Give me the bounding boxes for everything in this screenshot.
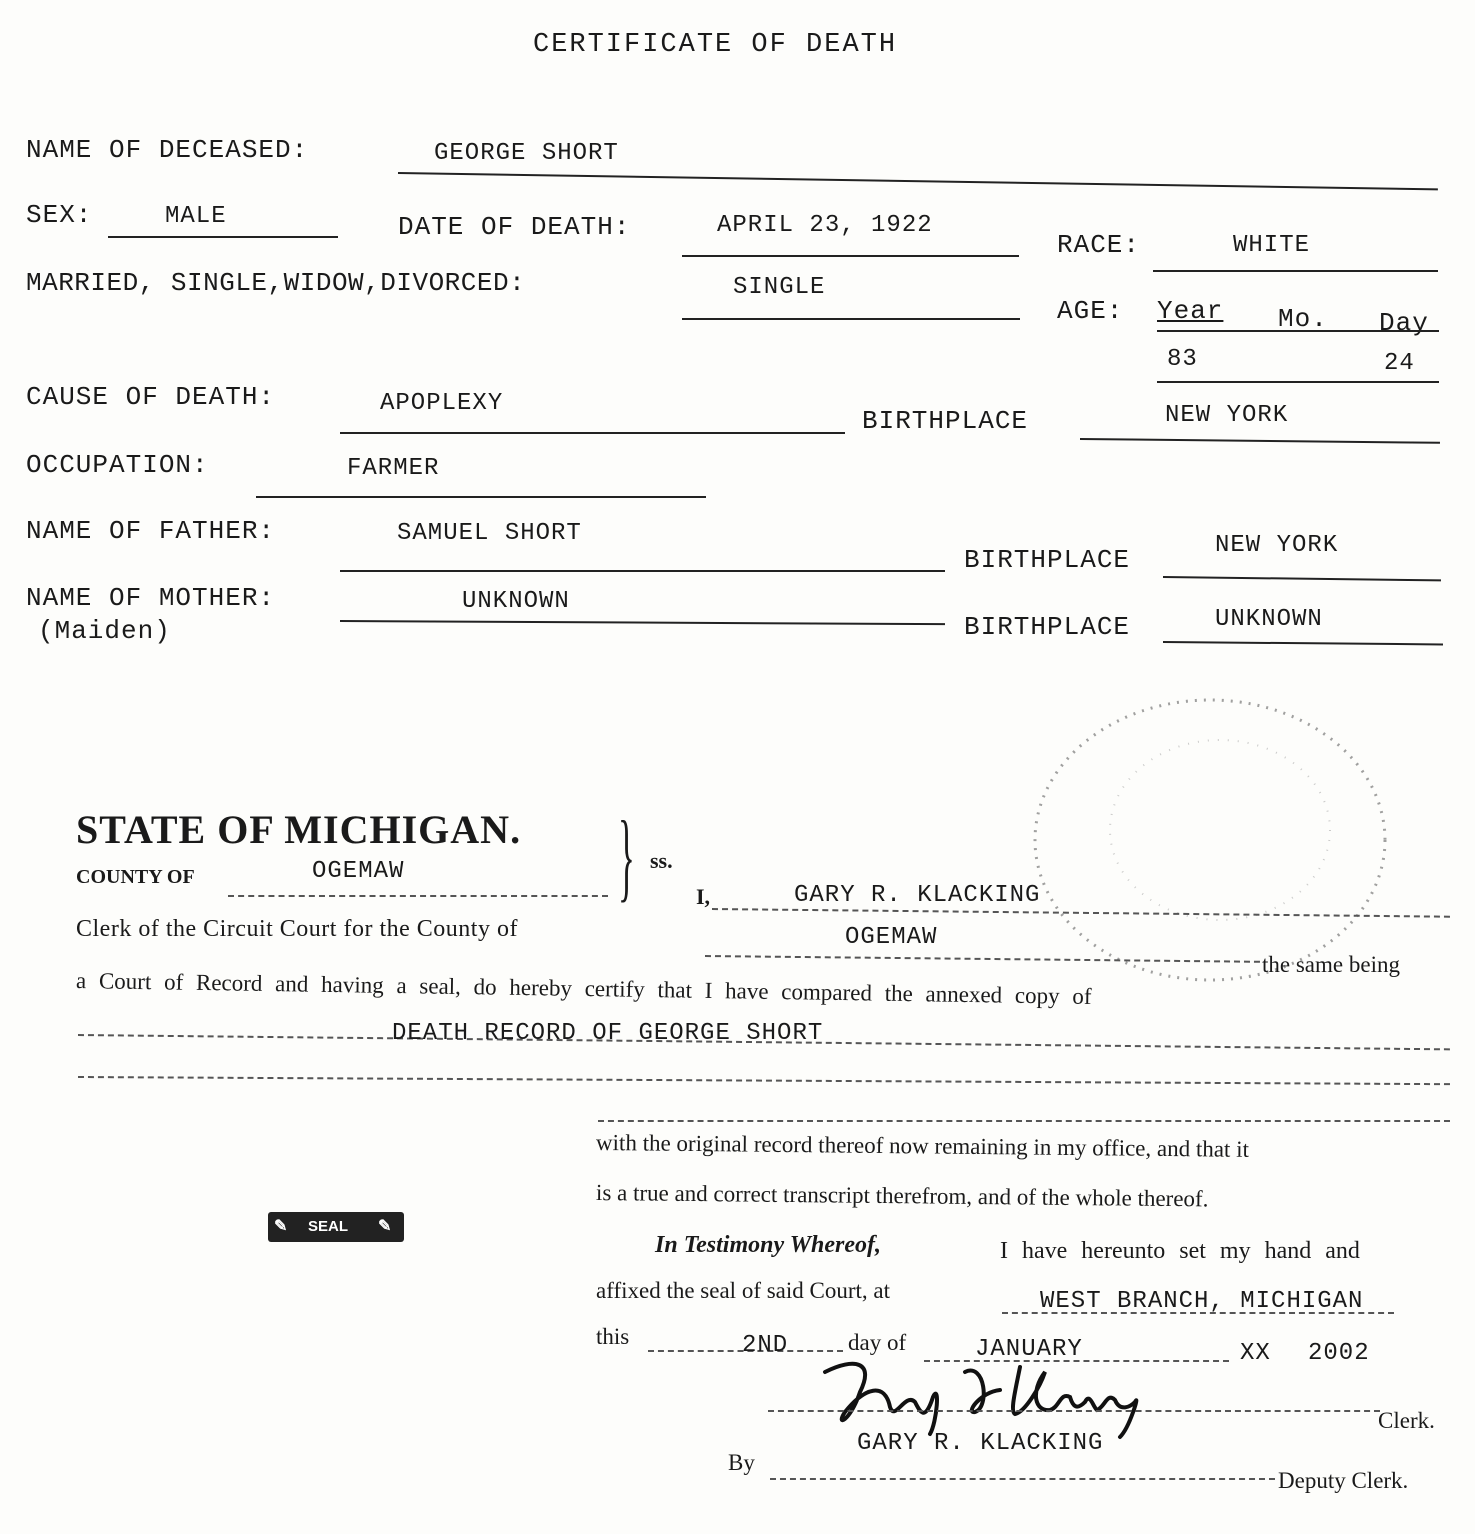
county-value: OGEMAW bbox=[312, 858, 405, 885]
this-label: this bbox=[596, 1324, 630, 1349]
court-record-text: a Court of Record and having a seal, do hereby certify that I have compared the annexed copy of bbox=[75, 968, 1092, 1009]
state-heading: STATE OF MICHIGAN. bbox=[76, 807, 522, 852]
sex-label: SEX: bbox=[26, 200, 93, 230]
sex-rule bbox=[108, 236, 338, 238]
mother-birthplace-value: UNKNOWN bbox=[1215, 606, 1323, 633]
name-value: GEORGE SHORT bbox=[434, 140, 619, 167]
mother-value: UNKNOWN bbox=[462, 588, 570, 615]
testimony-rest: I have hereunto set my hand and bbox=[1000, 1238, 1360, 1264]
age-label: AGE: bbox=[1057, 296, 1124, 326]
date-of-death-value: APRIL 23, 1922 bbox=[717, 212, 933, 239]
year-prefix: XX bbox=[1240, 1340, 1271, 1367]
day-value: 2ND bbox=[742, 1332, 789, 1359]
mother-birthplace-label: BIRTHPLACE bbox=[964, 612, 1131, 642]
clerk-county-value: OGEMAW bbox=[845, 924, 938, 951]
record-value: DEATH RECORD OF GEORGE SHORT bbox=[392, 1020, 824, 1047]
month-value: JANUARY bbox=[975, 1336, 1083, 1363]
ss-label: ss. bbox=[650, 848, 673, 873]
marital-status-value: SINGLE bbox=[733, 274, 826, 301]
mother-rule bbox=[340, 620, 945, 625]
testimony-lead: In Testimony Whereof, bbox=[655, 1232, 882, 1258]
age-header-rule bbox=[1157, 330, 1439, 332]
seal-left-icon: ✎ bbox=[274, 1218, 288, 1235]
age-day-label: Day bbox=[1379, 308, 1429, 338]
clerk-label: Clerk. bbox=[1378, 1408, 1435, 1433]
county-dash bbox=[228, 895, 608, 897]
age-day-value: 24 bbox=[1384, 350, 1415, 377]
birthplace-label: BIRTHPLACE bbox=[862, 406, 1029, 436]
clerk-signature-dash bbox=[768, 1410, 1380, 1412]
occupation-rule bbox=[256, 496, 706, 498]
deputy-dash bbox=[770, 1478, 1275, 1480]
father-rule bbox=[340, 570, 945, 572]
brace-icon: } bbox=[618, 800, 635, 911]
record-dash-2 bbox=[78, 1076, 1450, 1085]
seal-badge bbox=[268, 1212, 404, 1242]
name-label: NAME OF DECEASED: bbox=[26, 135, 309, 165]
seal-right-icon: ✎ bbox=[378, 1218, 392, 1235]
age-value-rule bbox=[1157, 381, 1439, 383]
occupation-label: OCCUPATION: bbox=[26, 450, 209, 480]
birthplace-value: NEW YORK bbox=[1165, 402, 1289, 429]
handwritten-signature bbox=[815, 1352, 1155, 1442]
location-dash bbox=[1002, 1312, 1394, 1314]
clerk-line-text: Clerk of the Circuit Court for the County of bbox=[76, 916, 518, 942]
father-birthplace-value: NEW YORK bbox=[1215, 532, 1339, 559]
date-of-death-label: DATE OF DEATH: bbox=[398, 212, 631, 242]
document-title: CERTIFICATE OF DEATH bbox=[533, 30, 898, 60]
year-value: 2002 bbox=[1308, 1340, 1370, 1367]
father-birthplace-rule bbox=[1163, 576, 1441, 581]
race-label: RACE: bbox=[1057, 230, 1141, 260]
mother-maiden-label: (Maiden) bbox=[38, 616, 171, 646]
location-value: WEST BRANCH, MICHIGAN bbox=[1040, 1288, 1364, 1315]
cause-rule bbox=[340, 432, 845, 434]
clerk-name-value: GARY R. KLACKING bbox=[794, 882, 1041, 909]
mother-label: NAME OF MOTHER: bbox=[26, 583, 276, 613]
seal-label: SEAL bbox=[308, 1218, 349, 1235]
cause-of-death-label: CAUSE OF DEATH: bbox=[26, 382, 276, 412]
father-value: SAMUEL SHORT bbox=[397, 520, 582, 547]
i-label: I, bbox=[696, 884, 711, 909]
marital-status-label: MARRIED, SINGLE,WIDOW,DIVORCED: bbox=[26, 268, 526, 298]
record-dash-3 bbox=[598, 1120, 1450, 1122]
by-label: By bbox=[728, 1450, 755, 1475]
date-rule bbox=[682, 255, 1019, 257]
occupation-value: FARMER bbox=[347, 455, 440, 482]
marital-rule bbox=[682, 318, 1020, 320]
age-month-label: Mo. bbox=[1278, 304, 1328, 334]
signed-name-value: GARY R. KLACKING bbox=[857, 1430, 1104, 1457]
age-year-label: Year bbox=[1157, 296, 1224, 326]
original-record-text-2: is a true and correct transcript therefrom, and of the whole thereof. bbox=[595, 1180, 1209, 1212]
deputy-clerk-label: Deputy Clerk. bbox=[1278, 1468, 1409, 1493]
age-year-value: 83 bbox=[1167, 346, 1198, 373]
original-record-text-1: with the original record thereof now remaining in my office, and that it bbox=[595, 1130, 1250, 1162]
father-birthplace-label: BIRTHPLACE bbox=[964, 545, 1131, 575]
father-label: NAME OF FATHER: bbox=[26, 516, 276, 546]
birthplace-rule bbox=[1080, 438, 1440, 444]
name-rule bbox=[398, 172, 1438, 190]
day-of-label: day of bbox=[848, 1330, 907, 1355]
affixed-text: affixed the seal of said Court, at bbox=[596, 1278, 891, 1303]
mother-birthplace-rule bbox=[1163, 641, 1443, 645]
race-value: WHITE bbox=[1233, 232, 1311, 259]
race-rule bbox=[1153, 270, 1438, 272]
same-being-text: the same being bbox=[1262, 952, 1400, 977]
cause-of-death-value: APOPLEXY bbox=[380, 390, 504, 417]
sex-value: MALE bbox=[165, 203, 227, 230]
county-label: COUNTY OF bbox=[76, 866, 195, 888]
